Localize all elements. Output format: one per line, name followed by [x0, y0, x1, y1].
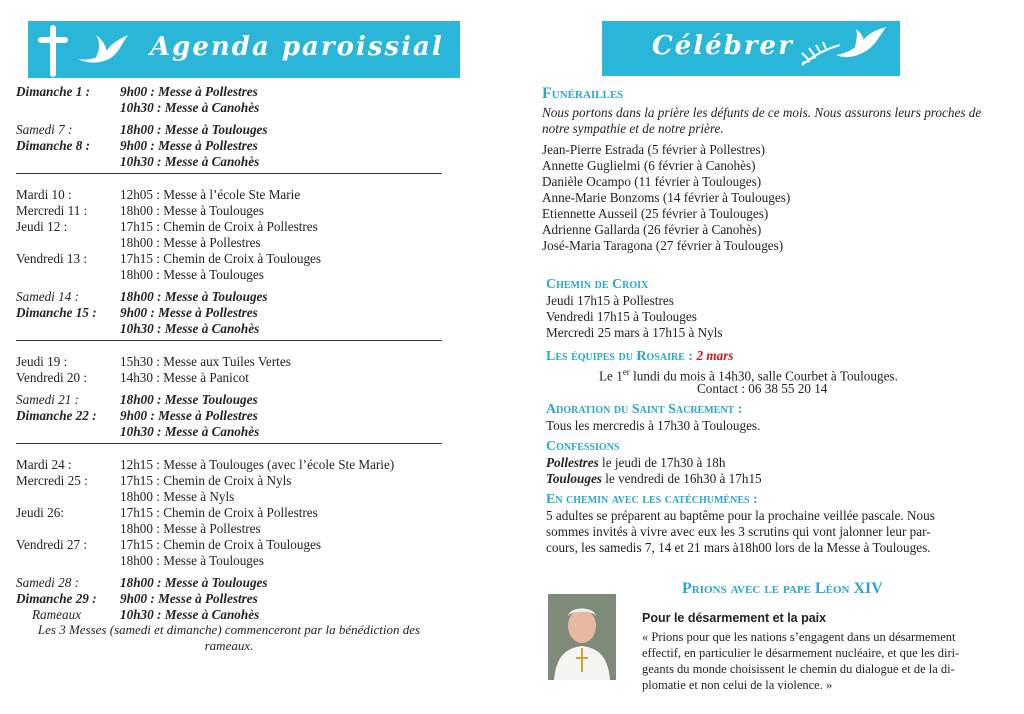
agenda-event: 18h00 : Messe à Toulouges — [120, 575, 268, 590]
agenda-event: 18h00 : Messe à Toulouges — [120, 122, 268, 137]
agenda-event: 18h00 : Messe Toulouges — [120, 392, 258, 407]
agenda-event: 18h00 : Messe à Pollestres — [120, 521, 261, 536]
agenda-day: Mercredi 25 : — [16, 473, 88, 488]
funeral-name: Danièle Ocampo (11 février à Toulouges) — [542, 174, 762, 189]
funeral-name: Anne-Marie Bonzoms (14 février à Toulouges) — [542, 190, 791, 205]
agenda-day: Dimanche 22 : — [16, 408, 97, 423]
prayer-line: effectif, en particulier le désarmement nucléaire, et que les diri- — [642, 646, 960, 660]
agenda-day: Dimanche 8 : — [16, 138, 90, 153]
funeral-name: Adrienne Gallarda (26 février à Canohès) — [542, 222, 762, 237]
agenda-event: 18h00 : Messe à Pollestres — [120, 235, 261, 250]
divider — [16, 340, 442, 341]
confessions-line-1: Pollestres le jeudi de 17h30 à 18h — [546, 455, 726, 470]
celebrer-banner — [602, 21, 900, 76]
catechumenes-line: cours, les samedis 7, 14 et 21 mars à18h00 lors de la Messe à Toulouges. — [546, 540, 931, 555]
agenda-day: Vendredi 13 : — [16, 251, 88, 266]
prayer-line: « Prions pour que les nations s’engagent dans un désarmement — [642, 630, 956, 644]
agenda-day: Rameaux — [32, 607, 82, 622]
cross-icon — [33, 24, 73, 78]
agenda-day: Mercredi 11 : — [16, 203, 88, 218]
agenda-day: Vendredi 20 : — [16, 370, 88, 385]
agenda-event: 9h00 : Messe à Pollestres — [120, 591, 258, 606]
funeral-name: Jean-Pierre Estrada (5 février à Pollestres) — [542, 142, 765, 157]
rosaire-line: Le 1er lundi du mois à 14h30, salle Courbet à Toulouges. — [599, 367, 898, 384]
agenda-event: 17h15 : Chemin de Croix à Toulouges — [120, 537, 322, 552]
chemin-line: Mercredi 25 mars à 17h15 à Nyls — [546, 325, 723, 340]
funerailles-heading: Funérailles — [542, 85, 624, 102]
chemin-line: Jeudi 17h15 à Pollestres — [546, 293, 674, 308]
confessions-heading: Confessions — [546, 439, 620, 454]
agenda-day: Vendredi 27 : — [16, 537, 88, 552]
agenda-day: Mardi 24 : — [16, 457, 72, 472]
agenda-day: Samedi 28 : — [16, 575, 79, 590]
agenda-note: Les 3 Messes (samedi et dimanche) commenceront par la bénédiction des rameaux. — [37, 622, 421, 653]
chemin-heading: Chemin de Croix — [546, 277, 649, 292]
agenda-event: 10h30 : Messe à Canohès — [120, 154, 260, 169]
agenda-day: Jeudi 19 : — [16, 354, 68, 369]
adoration-heading: Adoration du Saint Sacrement : — [546, 402, 743, 417]
agenda-event: 12h05 : Messe à l’école Ste Marie — [120, 187, 301, 202]
pape-heading: Prions avec le pape Léon XIV — [682, 580, 883, 597]
agenda-day: Samedi 21 : — [16, 392, 79, 407]
adoration-line: Tous les mercredis à 17h30 à Toulouges. — [546, 418, 761, 433]
agenda-event: 9h00 : Messe à Pollestres — [120, 408, 258, 423]
catechumenes-line: sommes invités à vivre avec eux les 3 scrutins qui vont jalonner leur par- — [546, 524, 931, 539]
agenda-event: 17h15 : Chemin de Croix à Nyls — [120, 473, 292, 488]
agenda-event: 10h30 : Messe à Canohès — [120, 321, 260, 336]
agenda-event: 10h30 : Messe à Canohès — [120, 424, 260, 439]
prayer-line: geants du monde choisissent le chemin du dialogue et de la di- — [642, 662, 955, 676]
agenda-event: 18h00 : Messe à Toulouges — [120, 289, 268, 304]
prayer-line: plomatie et non celui de la violence. » — [642, 678, 833, 692]
dove-branch-icon — [796, 25, 888, 73]
rosaire-date: 2 mars — [696, 348, 734, 363]
agenda-event: 17h15 : Chemin de Croix à Pollestres — [120, 505, 318, 520]
agenda-banner — [28, 21, 460, 78]
funeral-name: Annette Guglielmi (6 février à Canohès) — [542, 158, 756, 173]
agenda-day: Dimanche 15 : — [16, 305, 97, 320]
agenda-day: Jeudi 26: — [16, 505, 64, 520]
agenda-event: 18h00 : Messe à Toulouges — [120, 267, 264, 282]
divider — [16, 443, 442, 444]
agenda-day: Dimanche 1 : — [16, 84, 90, 99]
divider — [16, 173, 442, 174]
agenda-event: 14h30 : Messe à Panicot — [120, 370, 249, 385]
rosaire-heading: Les équipes du Rosaire : 2 mars — [546, 348, 734, 364]
rosaire-contact: Contact : 06 38 55 20 14 — [697, 381, 828, 396]
dove-icon — [74, 31, 130, 71]
funeral-name: José-Maria Taragona (27 février à Toulouges) — [542, 238, 784, 253]
agenda-event: 18h00 : Messe à Nyls — [120, 489, 235, 504]
agenda-event: 17h15 : Chemin de Croix à Toulouges — [120, 251, 322, 266]
celebrer-title: Célébrer — [652, 31, 794, 61]
agenda-event: 18h00 : Messe à Toulouges — [120, 203, 264, 218]
agenda-day: Samedi 7 : — [16, 122, 73, 137]
agenda-event: 12h15 : Messe à Toulouges (avec l’école Ste Marie) — [120, 457, 395, 472]
agenda-event: 10h30 : Messe à Canohès — [120, 607, 260, 622]
agenda-day: Samedi 14 : — [16, 289, 79, 304]
catechumenes-line: 5 adultes se préparent au baptême pour la prochaine veillée pascale. Nous — [546, 508, 935, 523]
agenda-day: Jeudi 12 : — [16, 219, 68, 234]
chemin-line: Vendredi 17h15 à Toulouges — [546, 309, 697, 324]
agenda-title: Agenda paroissial — [150, 32, 444, 62]
pape-subtitle: Pour le désarmement et la paix — [642, 611, 827, 625]
agenda-event: 9h00 : Messe à Pollestres — [120, 138, 258, 153]
agenda-event: 15h30 : Messe aux Tuiles Vertes — [120, 354, 291, 369]
agenda-day: Dimanche 29 : — [16, 591, 97, 606]
agenda-event: 17h15 : Chemin de Croix à Pollestres — [120, 219, 318, 234]
confessions-line-2: Toulouges le vendredi de 16h30 à 17h15 — [546, 471, 762, 486]
pope-portrait-icon — [548, 594, 616, 680]
pope-photo — [548, 594, 616, 680]
catechumenes-heading: En chemin avec les catéchumènes : — [546, 492, 758, 507]
funerailles-intro: Nous portons dans la prière les défunts de ce mois. Nous assurons leurs proches de notre sympathie et de notre prière. — [542, 105, 982, 136]
agenda-day: Mardi 10 : — [16, 187, 72, 202]
agenda-event: 9h00 : Messe à Pollestres — [120, 84, 258, 99]
agenda-event: 9h00 : Messe à Pollestres — [120, 305, 258, 320]
agenda-event: 18h00 : Messe à Toulouges — [120, 553, 264, 568]
funeral-name: Etiennette Ausseil (25 février à Toulouges) — [542, 206, 769, 221]
agenda-event: 10h30 : Messe à Canohès — [120, 100, 260, 115]
